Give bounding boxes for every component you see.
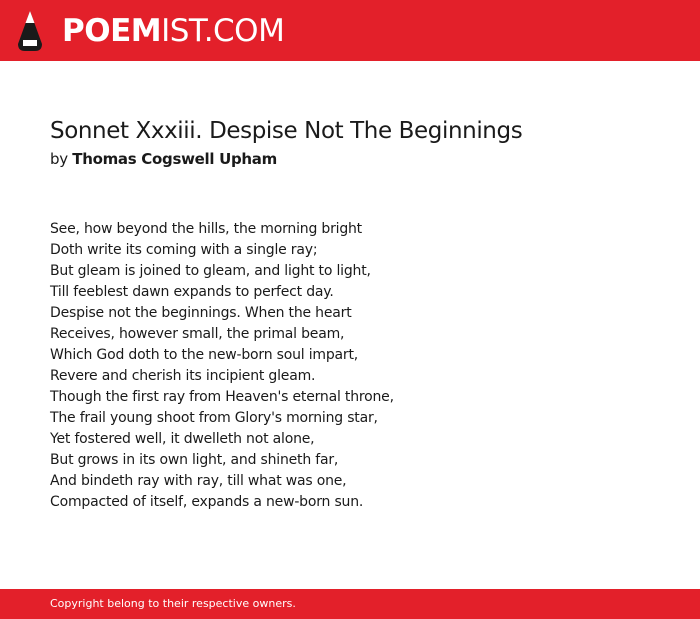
poem-line: Yet fostered well, it dwelleth not alone, bbox=[50, 431, 315, 447]
poem-line: But gleam is joined to gleam, and light to light, bbox=[50, 263, 371, 279]
poem-body bbox=[50, 219, 394, 513]
poem-byline bbox=[50, 149, 277, 169]
poem-title: Sonnet Xxxiii. Despise Not The Beginnings bbox=[50, 118, 523, 144]
poem-line: Despise not the beginnings. When the heart bbox=[50, 305, 352, 321]
poem-author[interactable]: Thomas Cogswell Upham bbox=[72, 150, 277, 168]
site-logo[interactable] bbox=[62, 11, 284, 51]
logo-bold-text: POEM bbox=[62, 13, 162, 49]
poem-line: Which God doth to the new-born soul impart, bbox=[50, 347, 359, 363]
by-label: by bbox=[50, 150, 68, 168]
poem-line: The frail young shoot from Glory's morning star, bbox=[50, 410, 378, 426]
poem-line: But grows in its own light, and shineth far, bbox=[50, 452, 339, 468]
copyright-text: Copyright belong to their respective owners. bbox=[50, 597, 296, 610]
poem-line: Receives, however small, the primal beam, bbox=[50, 326, 345, 342]
poem-line: Compacted of itself, expands a new-born sun. bbox=[50, 494, 364, 510]
poem-line: Though the first ray from Heaven's eternal throne, bbox=[50, 389, 394, 405]
poem-line: Revere and cherish its incipient gleam. bbox=[50, 368, 316, 384]
site-header bbox=[0, 0, 700, 61]
poem-line: Till feeblest dawn expands to perfect day. bbox=[50, 284, 334, 300]
poem-line: Doth write its coming with a single ray; bbox=[50, 242, 318, 258]
site-footer bbox=[0, 589, 700, 619]
pencil-tip-icon[interactable] bbox=[17, 10, 43, 52]
poem-line: See, how beyond the hills, the morning bright bbox=[50, 221, 362, 237]
logo-light-text: IST.COM bbox=[161, 13, 285, 49]
poem-line: And bindeth ray with ray, till what was one, bbox=[50, 473, 347, 489]
